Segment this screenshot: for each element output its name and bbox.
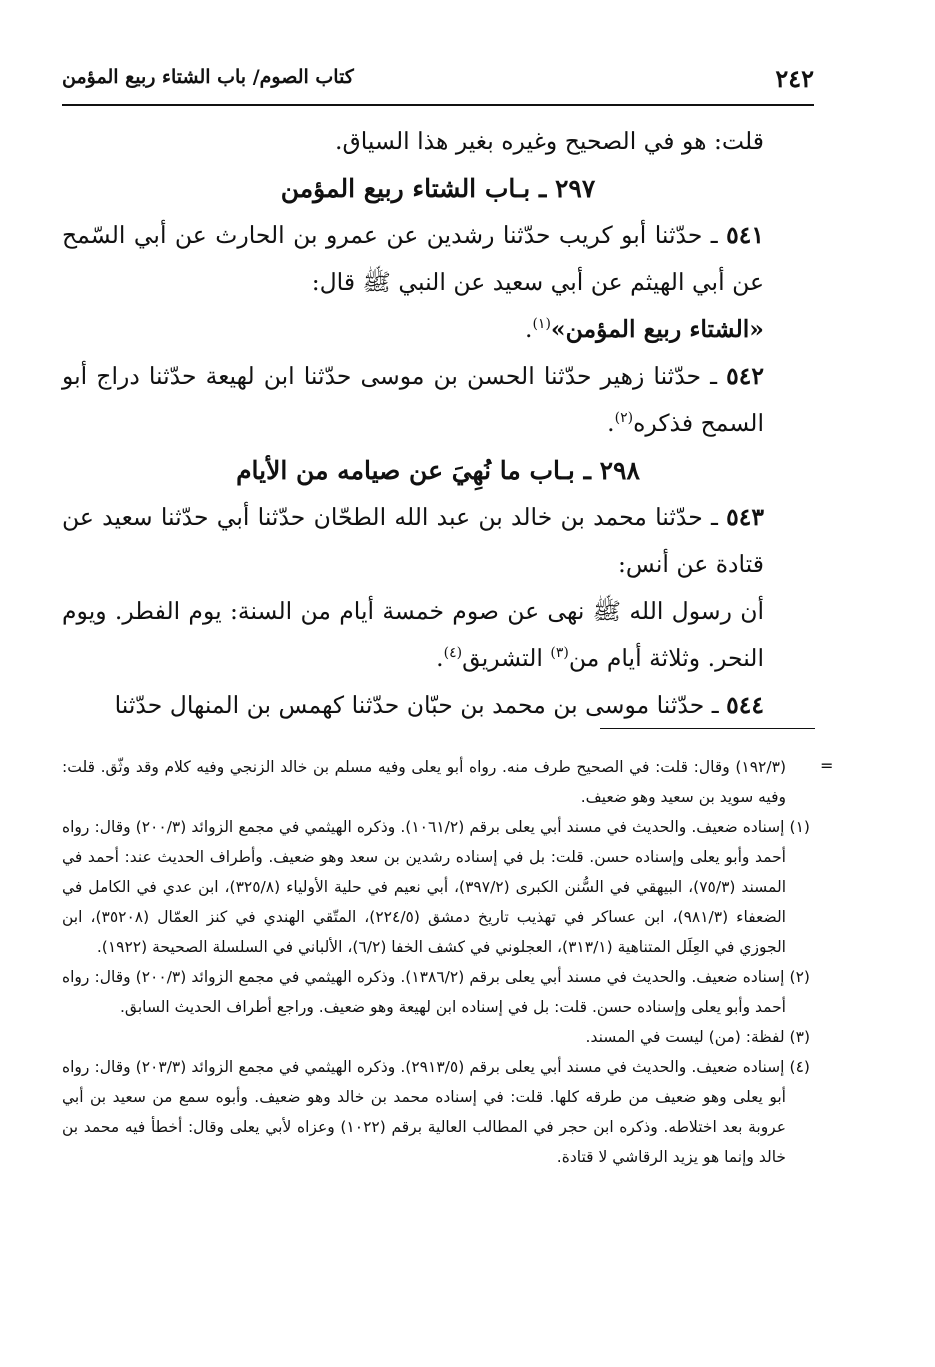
header-rule [62, 104, 814, 106]
footnote-2 [62, 962, 822, 1022]
footnote-ref-3[interactable]: (٣) [550, 645, 569, 662]
footnote-1 [62, 812, 822, 962]
footnote-3 [62, 1022, 822, 1052]
footnote-ref-4[interactable]: (٤) [443, 645, 463, 662]
page-number: ٢٤٢ [775, 64, 814, 93]
hadith-543-body-b: التشريق [462, 644, 551, 672]
footnote-continuation: (١٩٢/٣) وقال: قلت: في الصحيح طرف منه. رواه أبو يعلى وفيه مسلم بن خالد الزنجي وفيه كلام وقد وثّق. قلت: وفيه سويد بن سعيد وهو ضعيف. [62, 758, 786, 806]
hadith-543-number: ٥٤٣ [726, 503, 764, 531]
chapter-heading-297: ٢٩٧ ـ بـاب الشتاء ربيع المؤمن [280, 174, 596, 203]
main-text [62, 118, 814, 729]
hadith-543 [62, 494, 814, 588]
hadith-541-number: ٥٤١ [726, 221, 764, 249]
footnote-2-text: إسناده ضعيف. والحديث في مسند أبي يعلى برقم (١٣٨٦/٢). وذكره الهيثمي في مجمع الزوائد (٢٠٠/٣) وقال: رواه أحمد وأبو يعلى وإسناده حسن. قلت: بل في إسناده ابن لهيعة وهو ضعيف. وراجع أطراف الحديث السابق. [62, 968, 786, 1016]
intro-paragraph: قلت: هو في الصحيح وغيره بغير هذا السياق. [335, 127, 764, 155]
footnote-4-number: (٤) [789, 1058, 810, 1076]
hadith-541-quote: «الشتاء ربيع المؤمن»$^{(١)}$. [524, 315, 764, 343]
footnote-2-number: (٢) [789, 968, 810, 986]
hadith-542-number: ٥٤٢ [726, 362, 764, 390]
footnote-separator [600, 728, 815, 729]
footnote-1-text: إسناده ضعيف. والحديث في مسند أبي يعلى برقم (١٠٦١/٢). وذكره الهيثمي في مجمع الزوائد (٢٠٠/٣) وقال: رواه أحمد وأبو يعلى وإسناده حسن. قلت: بل في إسناده رشدين بن سعد وهو ضعيف. وأطراف الحديث عند: أحمد في المسند (٧٥/٣)، البيهقي في السُّنن الكبرى (٣٩٧/٢)، أبي نعيم في حلية الأولياء (٣٢٥/٨)، ابن عدي في الكامل في الضعفاء (٩٨١/٣)، ابن عساكر في تهذيب تاريخ دمشق (٢٢٤/٥)، المتّقي الهندي في كنز العمّال (٣٥٢٠٨)، ابن الجوزي في العِلَل المتناهية (٣١٣/١)، العجلوني في كشف الخفا (٦/٢)، الألباني في السلسلة الصحيحة (١٩٢٢). [62, 818, 786, 956]
hadith-543-text: ـ حدّثنا محمد بن خالد بن عبد الله الطحّان حدّثنا أبي حدّثنا سعيد عن قتادة عن أنس: [62, 503, 764, 578]
hadith-544-text: ـ حدّثنا موسى بن محمد بن حبّان حدّثنا كهمس بن المنهال حدّثنا [114, 691, 727, 719]
hadith-544 [62, 682, 814, 729]
footnote-ref-2[interactable]: (٢) [614, 410, 634, 427]
footnote-3-text: لفظة: (من) ليست في المسند. [585, 1028, 785, 1046]
footnote-ref-1[interactable]: (١) [532, 316, 551, 333]
hadith-541 [62, 212, 814, 306]
page-header [62, 62, 814, 102]
footnote-4-text: إسناده ضعيف. والحديث في مسند أبي يعلى برقم (٢٩١٣/٥). وذكره الهيثمي في مجمع الزوائد (٢٠٣/٣) وقال: رواه أبو يعلى وهو ضعيف من طرقه كلها. قلت: في إسناده محمد بن خالد وهو ضعيف. وأبوه سمع من سعيد بن أبي عروبة بعد اختلاطه. وذكره ابن حجر في المطالب العالية برقم (١٠٢٢) وعزاه لأبي يعلى وقال: أخطأ فيه محمد بن خالد وإنما هو يزيد الرقاشي لا قتادة. [62, 1058, 786, 1166]
continuation-mark: = [820, 756, 834, 775]
chapter-heading-298: ٢٩٨ ـ بـاب ما نُهِيَ عن صيامه من الأيام [236, 456, 640, 485]
hadith-544-number: ٥٤٤ [726, 691, 764, 719]
hadith-541-text: ـ حدّثنا أبو كريب حدّثنا رشدين عن عمرو بن الحارث عن أبي السّمح عن أبي الهيثم عن أبي سعيد عن النبي ﷺ قال: [62, 221, 764, 296]
hadith-543-body: أن رسول الله ﷺ نهى عن صوم خمسة أيام من السنة: يوم الفطر. ويوم النحر. وثلاثة أيام من$^{(٣)}$ التشريق$^{(٤)}$. [62, 597, 764, 672]
hadith-541-quote-text: «الشتاء ربيع المؤمن» [550, 315, 764, 343]
running-title: كتاب الصوم/ باب الشتاء ربيع المؤمن [62, 66, 354, 88]
footnote-4 [62, 1052, 822, 1172]
hadith-542-text: ـ حدّثنا زهير حدّثنا الحسن بن موسى حدّثنا ابن لهيعة حدّثنا دراج أبو السمح فذكره [62, 362, 764, 437]
footnotes [62, 752, 822, 1172]
footnote-3-number: (٣) [789, 1028, 810, 1046]
footnote-1-number: (١) [789, 818, 810, 836]
hadith-543-body-a: أن رسول الله ﷺ نهى عن صوم خمسة أيام من السنة: يوم الفطر. ويوم النحر. وثلاثة أيام من [62, 597, 764, 672]
hadith-542: ٥٤٢ ـ حدّثنا زهير حدّثنا الحسن بن موسى حدّثنا ابن لهيعة حدّثنا دراج أبو السمح فذكره$^{(٢)}$. [62, 362, 764, 437]
